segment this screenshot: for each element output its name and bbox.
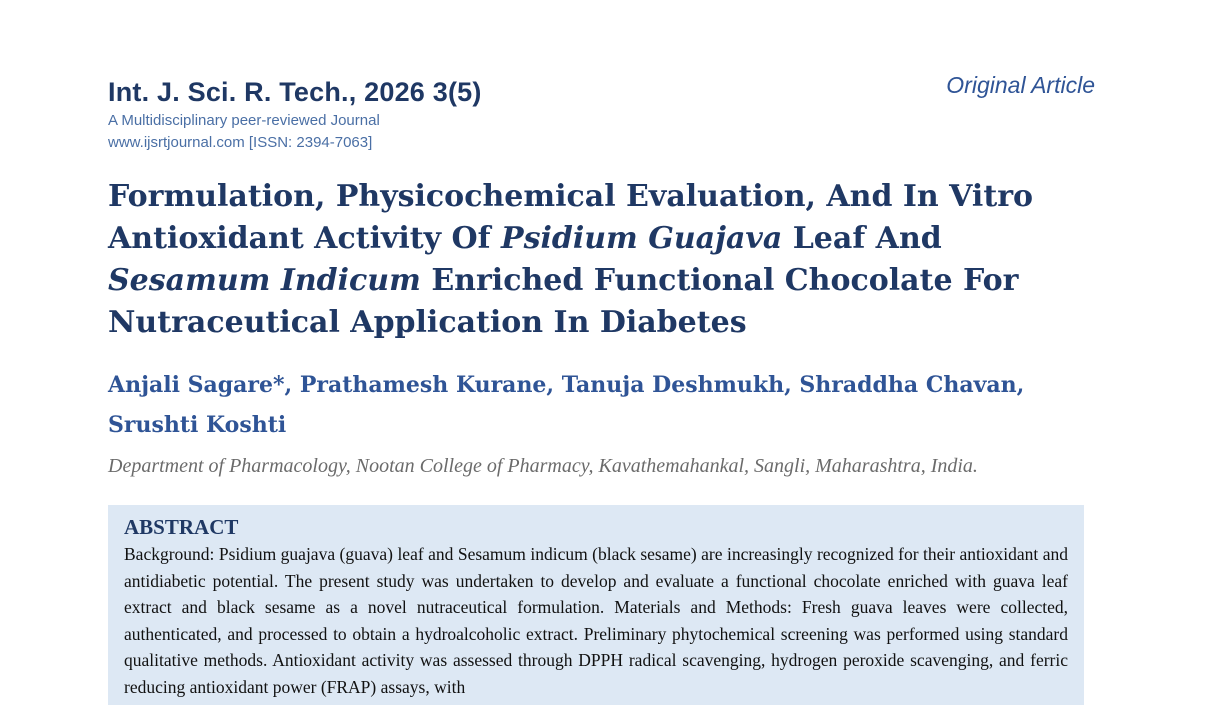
affiliation: Department of Pharmacology, Nootan College of Pharmacy, Kavathemahankal, Sangli, Maharashtra, India. [108,455,978,477]
title-part-1: Formulation, Physicochemical Evaluation, And In Vitro Antioxidant Activity Of [108,179,1034,256]
abstract-heading: ABSTRACT [124,515,239,539]
abstract-text: Background: Psidium guajava (guava) leaf and Sesamum indicum (black sesame) are increasingly recognized for their antioxidant and antidiabetic potential. The present study was undertaken to develop and evaluate a functional chocolate enriched with guava leaf extract and black sesame as a novel nutraceutical formulation. Materials and Methods: Fresh guava leaves were collected, authenticated, and processed to obtain a hydroalcoholic extract. Preliminary phytochemical screening was performed using standard qualitative methods. Antioxidant activity was assessed through DPPH radical scavenging, hydrogen peroxide scavenging, and ferric reducing antioxidant power (FRAP) assays, with [124,544,1068,697]
title-part-2: Leaf And [782,221,942,256]
paper-title [108,176,1068,344]
title-part-3: Enriched Functional Chocolate For Nutraceutical Application In Diabetes [108,263,1019,340]
author-list: Anjali Sagare*, Prathamesh Kurane, Tanuja Deshmukh, Shraddha Chavan, Srushti Koshti [108,372,1025,438]
title-italic-1: Psidium Guajava [501,221,783,256]
journal-subtitle: A Multidisciplinary peer-reviewed Journal [108,112,380,129]
abstract-box [108,505,1084,705]
article-type-label: Original Article [946,72,1095,98]
title-italic-2: Sesamum Indicum [108,263,421,298]
journal-title: Int. J. Sci. R. Tech., 2026 3(5) [108,77,482,107]
journal-url: www.ijsrtjournal.com [ISSN: 2394-7063] [108,134,373,151]
journal-header [108,74,482,154]
